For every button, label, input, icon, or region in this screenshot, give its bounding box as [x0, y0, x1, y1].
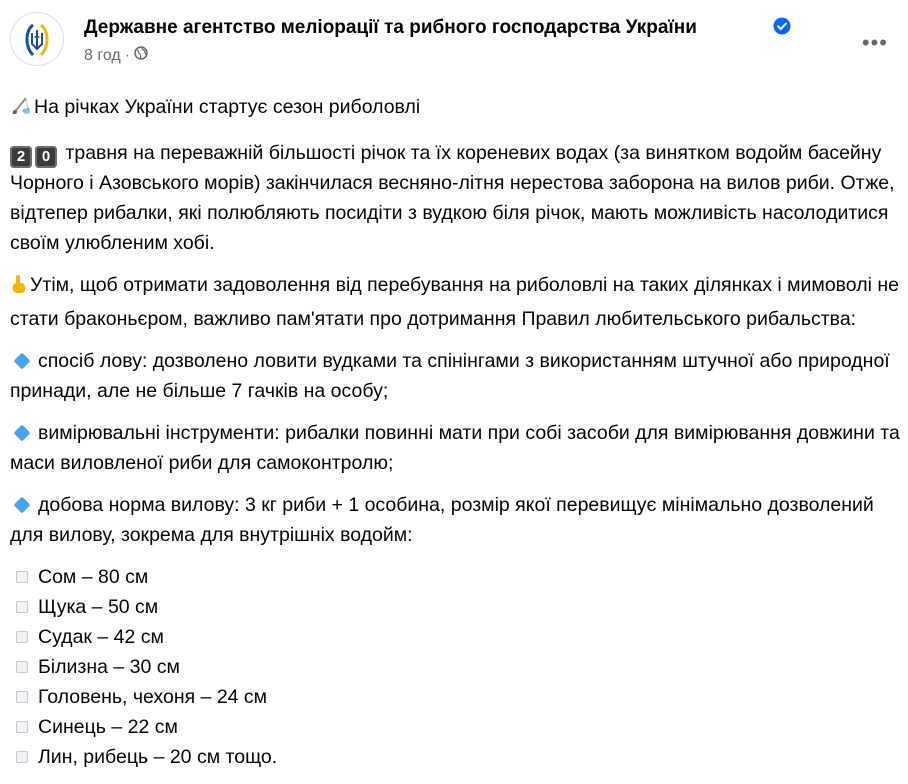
small-square-icon — [16, 751, 28, 763]
list-item-text: Білизна – 30 см — [38, 656, 180, 678]
list-item-text: Синець – 22 см — [38, 716, 178, 738]
bullet-text: вимірювальні інструменти: рибалки повинні мати при собі засоби для вимірювання довжини та маси виловленої риби для самоконтролю; — [10, 422, 900, 474]
small-square-icon — [16, 721, 28, 733]
small-square-icon — [16, 691, 28, 703]
post-meta — [84, 46, 148, 66]
globe-icon[interactable] — [134, 46, 148, 66]
bullet-text: спосіб лову: дозволено ловити вудками та спінінгами з використанням штучної або природної принади, але не більше 7 гачків на особу; — [10, 350, 890, 402]
bullet-text: добова норма вилову: 3 кг риби + 1 особина, розмір якої перевищує мінімально дозволений для вилову, зокрема для внутрішніх водойм: — [10, 494, 874, 546]
page-avatar[interactable] — [10, 12, 64, 66]
list-item-text: Головень, чехоня – 24 см — [38, 686, 268, 708]
paragraph-1-text: травня на переважній більшості річок та їх кореневих водах (за винятком водойм басейну Чорного і Азовського морів) закінчилася весняно-літня нерестова заборона на вилов риби. Отже, відтепер рибалки, які полюбляють посидіти з вудкою біля річок, мають можливість насолодитися своїм улюбленим хобі. — [10, 142, 895, 254]
fishing-pole-icon — [10, 95, 32, 126]
verified-badge-icon — [773, 17, 791, 40]
bullet-item — [10, 490, 900, 550]
list-item-text: Судак – 42 см — [38, 626, 164, 648]
list-item-text: Щука – 50 см — [38, 596, 159, 618]
list-item — [10, 682, 900, 712]
post-body — [10, 92, 900, 772]
blue-diamond-icon — [14, 496, 31, 513]
small-square-icon — [16, 631, 28, 643]
paragraph-1 — [10, 138, 900, 258]
list-item — [10, 592, 900, 622]
paragraph-2 — [10, 270, 900, 334]
bullet-item — [10, 418, 900, 478]
keycap-digit: 2 — [10, 146, 32, 168]
list-item — [10, 562, 900, 592]
small-square-icon — [16, 661, 28, 673]
list-item-text: Сом – 80 см — [38, 566, 149, 588]
list-item — [10, 712, 900, 742]
bullet-item — [10, 346, 900, 406]
blue-diamond-icon — [14, 352, 31, 369]
more-options-button[interactable] — [861, 30, 888, 55]
pointing-up-icon — [10, 273, 28, 304]
small-square-icon — [16, 601, 28, 613]
post-title — [10, 92, 900, 126]
list-item — [10, 622, 900, 652]
list-item — [10, 742, 900, 772]
post-header — [10, 12, 898, 74]
post-time-link[interactable]: 8 год — [84, 47, 121, 64]
list-item-text: Лин, рибець – 20 см тощо. — [38, 746, 278, 768]
blue-diamond-icon — [14, 424, 31, 441]
keycap-digit: 0 — [35, 146, 57, 168]
small-square-icon — [16, 571, 28, 583]
paragraph-2-text: Утім, щоб отримати задоволення від перебування на риболовлі на таких ділянках і мимоволі не стати браконьєром, важливо пам'ятати про дотримання Правил любительського рибальства: — [10, 274, 899, 330]
meta-separator: · — [124, 47, 131, 64]
more-horizontal-icon: ••• — [861, 30, 888, 55]
fish-size-list — [10, 562, 900, 772]
list-item — [10, 652, 900, 682]
post-title-text: На річках України стартує сезон риболовлі — [34, 96, 421, 118]
page-name-link[interactable]: Державне агентство меліорації та рибного господарства України — [84, 17, 697, 38]
